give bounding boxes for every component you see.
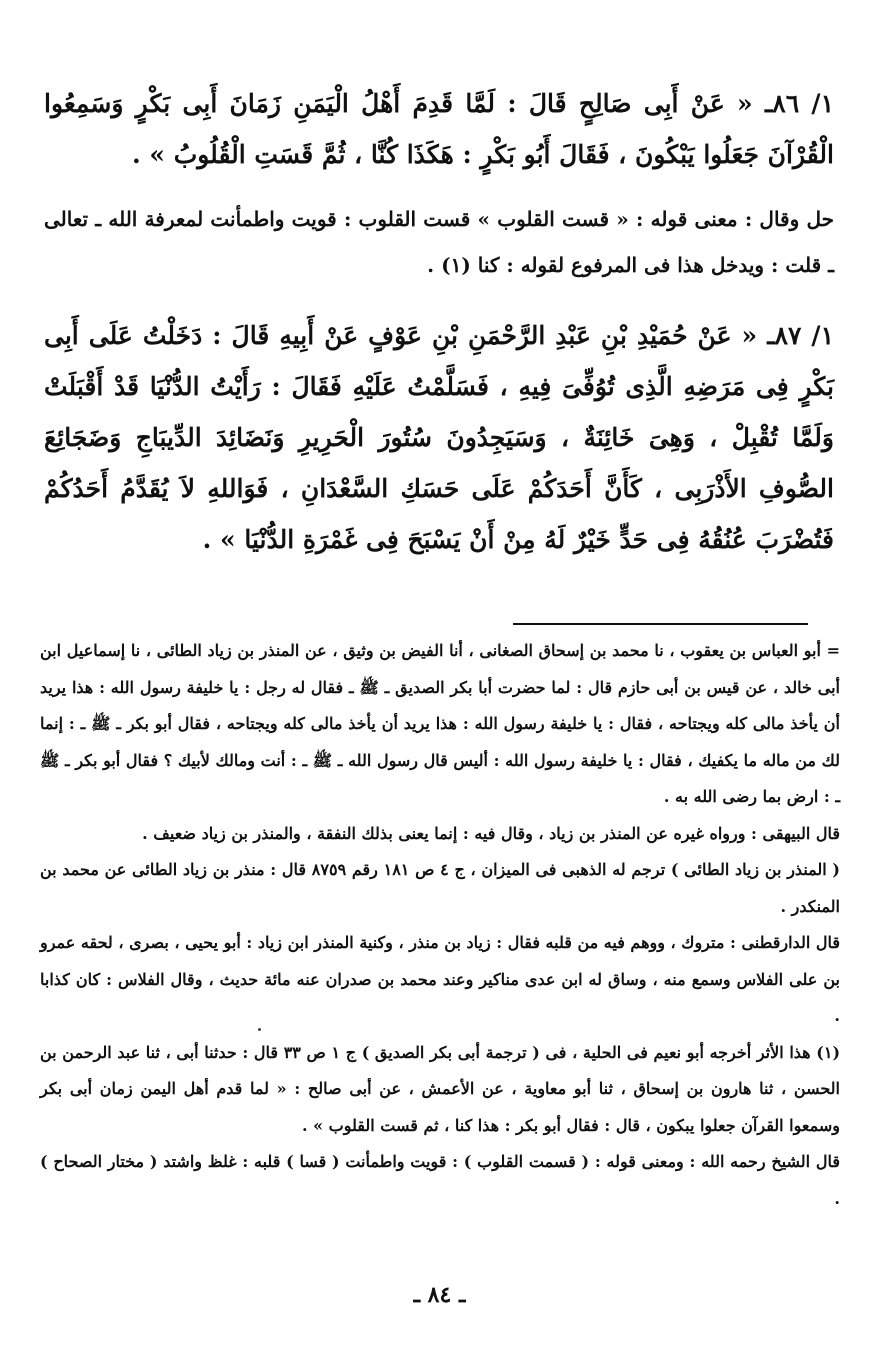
hadith-86: ١/ ٨٦ـ « عَنْ أَبِى صَالِحٍ قَالَ : لَمَّا قَدِمَ أَهْلُ الْيَمَنِ زَمَانَ أَبِى بَكْرٍ وَسَمِعُوا الْقُرْآنَ جَعَلُوا يَبْكُونَ ، فَقَالَ أَبُو بَكْرٍ : هَكَذَا كُنَّا ، ثُمَّ قَسَتِ الْقُلُوبُ » . xyxy=(44,89,834,169)
footnote-continuation-2: قال البيهقى : ورواه غيره عن المنذر بن زياد ، وقال فيه : إنما يعنى بذلك النفقة ، والمنذر بن زياد ضعيف . xyxy=(142,823,840,843)
footnote-continuation-4: قال الدارقطنى : متروك ، ووهم فيه من قلبه فقال : زياد بن منذر ، وكنية المنذر ابن زياد : أبو يحيى ، بصرى ، لحقه عمرو بن على الفلاس وسمع منه ، وساق له ابن عدى مناكير وعند محمد بن صدران عنه مائة حديث ، وقال الفلاس : كان كذابا . xyxy=(40,933,841,1025)
page-number: ـ ٨٤ ـ xyxy=(413,1282,466,1308)
footnote-continuation-3: ( المنذر بن زياد الطائى ) ترجم له الذهبى فى الميزان ، ج ٤ ص ١٨١ رقم ٨٧٥٩ قال : منذر بن زياد الطائى عن محمد بن المنكدر . xyxy=(40,860,840,916)
footnote-1: (١) هذا الأثر أخرجه أبو نعيم فى الحلية ، فى ( ترجمة أبى بكر الصديق ) ج ١ ص ٣٣ قال : حدثنا أبى ، ثنا عبد الرحمن بن الحسن ، ثنا هارون بن إسحاق ، ثنا أبو معاوية ، عن الأعمش ، عن أبى صالح : « لما قدم أهل اليمن زمان أبى بكر وسمعوا القرآن جعلوا يبكون ، قال : فقال أبو بكر : هذا كنا ، ثم قست القلوب » . xyxy=(40,1042,841,1135)
footnote-1-gloss: قال الشيخ رحمه الله : ومعنى قوله : ( قسمت القلوب ) : قويت واطمأنت ( قسا ) قلبه : غلظ واشتد ( مختار الصحاح ) . xyxy=(40,1152,840,1208)
hadith-87: ١/ ٨٧ـ « عَنْ حُمَيْدِ بْنِ عَبْدِ الرَّحْمَنِ بْنِ عَوْفٍ عَنْ أَبِيهِ قَالَ : دَخَلْتُ عَلَى أَبِى بَكْرٍ فِى مَرَضِهِ الَّذِى تُوُفِّىَ فِيهِ ، فَسَلَّمْتُ عَلَيْهِ فَقَالَ : رَأَيْتُ الدُّنْيَا قَدْ أَقْبَلَتْ وَلَمَّا تُقْبِلْ ، وَهِىَ خَائِنَةٌ ، وَسَيَجِدُونَ سُتُورَ الْحَرِيرِ وَنَضَائِدَ الدِّيبَاجِ وَضَجَائِعَ الصُّوفِ الأَذْرَبِى ، كَأَنَّ أَحَدَكُمْ عَلَى حَسَكِ السَّعْدَانِ ، فَوَاللهِ لاَ يُقَدَّمُ أَحَدُكُمْ فَتُضْرَبَ عُنُقُهُ فِى حَدٍّ خَيْرٌ لَهُ مِنْ أَنْ يَسْبَحَ فِى غَمْرَةِ الدُّنْيَا » . xyxy=(44,321,834,554)
footnote-continuation-1: = أبو العباس بن يعقوب ، نا محمد بن إسحاق الصغانى ، أنا الفيض بن وثيق ، عن المنذر بن زياد الطائى ، نا إسماعيل ابن أبى خالد ، عن قيس بن أبى حازم قال : لما حضرت أبا بكر الصديق ـ ﷺ ـ فقال له رجل : يا خليفة رسول الله : هذا يريد أن يأخذ مالى كله ويجتاحه ، فقال : يا خليفة رسول الله : هذا يريد أن يأخذ مالى كله ويجتاحه ، فقال أبو بكر ـ ﷺ ـ : إنما لك من ماله ما يكفيك ، فقال : يا خليفة رسول الله : أليس قال رسول الله ـ ﷺ ـ : أنت ومالك لأبيك ؟ فقال أبو بكر ـ ﷺ ـ : ارض بما رضى الله به . xyxy=(40,641,840,806)
footnotes xyxy=(40,633,840,1217)
footnote-separator xyxy=(513,623,808,625)
main-text xyxy=(44,78,834,565)
commentary-86: حل وقال : معنى قوله : « قست القلوب » قست القلوب : قويت واطمأنت لمعرفة الله ـ تعالى ـ قلت : ويدخل هذا فى المرفوع لقوله : كنا (١) . xyxy=(44,207,834,277)
stray-dot xyxy=(258,1028,261,1031)
